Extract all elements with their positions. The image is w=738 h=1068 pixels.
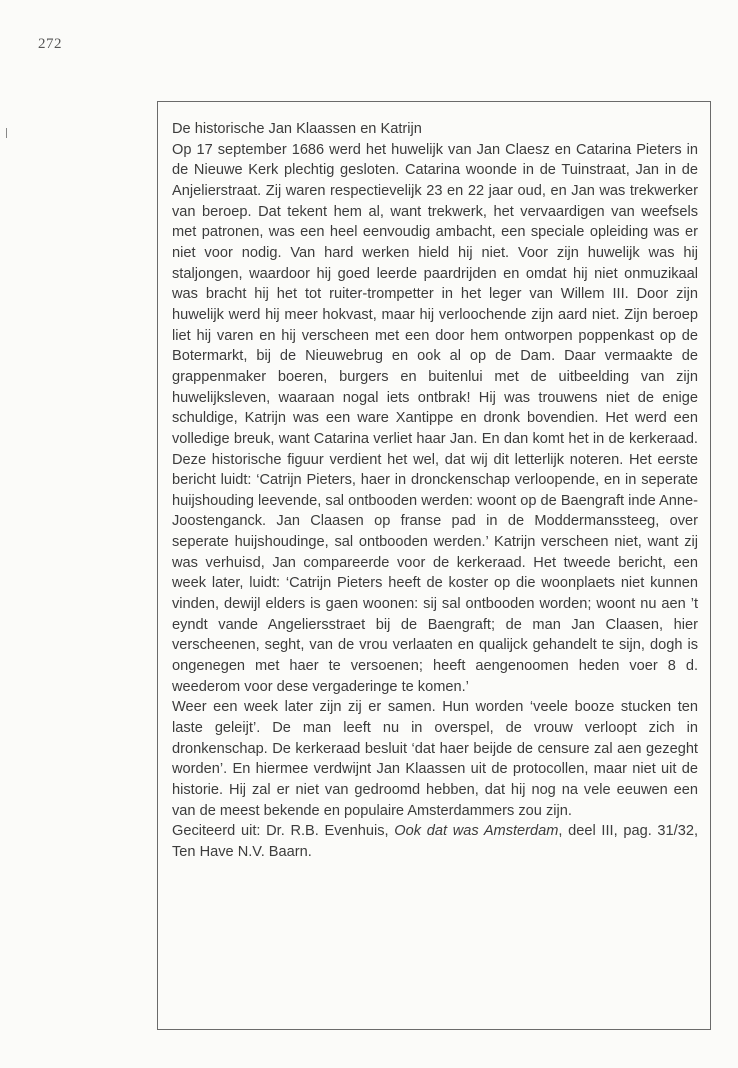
article-paragraph-1: Op 17 september 1686 werd het huwelijk van Jan Claesz en Catarina Pieters in de Nieuwe Kerk plechtig gesloten. Catarina woonde in de Tuinstraat, Jan in de Anjelierstraat. Zij waren respectievelijk 23 en 22 jaar oud, en Jan was trekwerker van beroep. Dat tekent hem al, want trekwerk, het vervaardigen van weefsels met patronen, was een heel eenvoudig ambacht, een speciale opleiding was er niet voor nodig. Van hard werken hield hij niet. Voor zijn huwelijk was hij staljongen, waardoor hij goed leerde paardrijden en omdat hij niet onmuzikaal was bracht hij het tot ruiter-trompetter in het leger van Willem III. Door zijn huwelijk werd hij meer hokvast, maar hij verloochende zijn aard niet. Zijn beroep liet hij varen en hij verscheen met een door hem ontworpen poppenkast op de Botermarkt, bij de Nieuwebrug en ook al op de Dam. Daar vermaakte de grappenmaker boeren, burgers en buitenlui met de uitbeelding van zijn huwelijksleven, waaraan nogal iets ontbrak! Hij was trouwens niet de enige schuldige, Katrijn was een ware Xantippe en dronk bovendien. Het werd een volledige breuk, want Catarina verliet haar Jan. En dan komt het in de kerkeraad. Deze historische figuur verdient het wel, dat wij dit letterlijk noteren. Het eerste bericht luidt: ‘Catrijn Pieters, haer in dronckenschap verloopende, en in seperate huijshouding leevende, sal ontbooden werden: woont op de Baengraft inde Anne-Joostenganck. Jan Claasen op franse pad in de Moddermanssteeg, over seperate huijshoudinge, sal ontbooden werden.’ Katrijn verscheen niet, want zij was verhuisd, Jan compareerde voor de kerkeraad. Het tweede bericht, een week later, luidt: ‘Catrijn Pieters heeft de koster op die woonplaets niet kunnen vinden, dewijl elders is gaen woonen: sij sal ontbooden worden; woont nu aen ’t eyndt vande Angeliersstraet bij de Baengraft; de man Jan Claasen, hier verscheenen, seght, van de vrou verlaaten en qualijck gehandelt te sijn, dogh is ongenegen met haer te versoenen; heeft aengenoomen heden voer 8 d. weederom voor dese vergaderinge te komen.’ [172, 141, 698, 695]
citation-suffix: , deel III, pag. 31/32, Ten Have N.V. Baarn. [172, 823, 699, 860]
citation-title: Ook dat was Amsterdam [394, 823, 559, 840]
margin-mark [6, 128, 7, 138]
article-citation [172, 821, 698, 862]
article-body [172, 119, 698, 863]
page-number: 272 [38, 36, 62, 52]
citation-prefix: Geciteerd uit: Dr. R.B. Evenhuis, [172, 823, 395, 840]
article-title: De historische Jan Klaassen en Katrijn [172, 121, 422, 137]
article-paragraph-2: Weer een week later zijn zij er samen. Hun worden ‘veele booze stucken ten laste geleijt’. De man leeft nu in overspel, de vrouw verloopt zich in dronkenschap. De kerkeraad besluit ‘dat haer beijde de censure zal aen gezeght worden’. En hiermee verdwijnt Jan Klaassen uit de protocollen, maar niet uit de historie. Hij zal er niet van gedroomd hebben, dat hij nog na vele eeuwen een van de meest bekende en populaire Amsterdammers zou zijn. [172, 699, 698, 819]
